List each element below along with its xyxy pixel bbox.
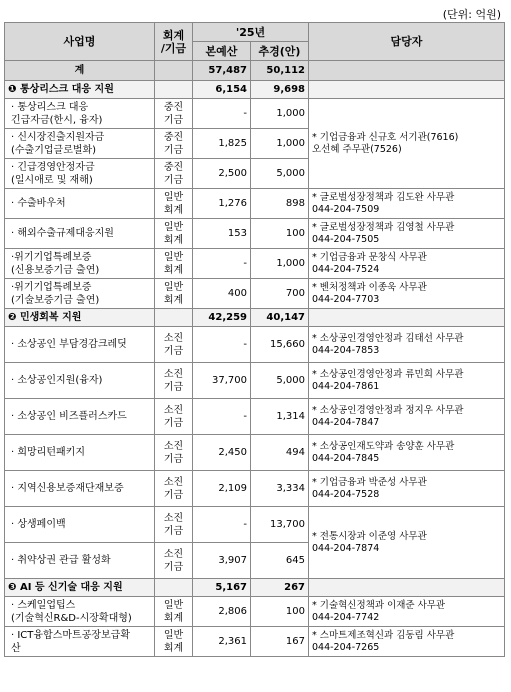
table-row (5, 327, 505, 363)
header-project: 사업명 (5, 23, 155, 61)
row-contact: * 스마트제조혁신과 김동림 사무관 044-204-7265 (309, 627, 505, 657)
table-row (5, 279, 505, 309)
section-title: ❶ 통상리스크 대응 지원 (5, 81, 155, 99)
row-budget: 2,361 (193, 627, 251, 657)
row-account: 중진 기금 (155, 99, 193, 129)
row-name: · ICT융합스마트공장보급확 산 (5, 627, 155, 657)
table-row (5, 249, 505, 279)
row-name: · 소상공인지원(융자) (5, 363, 155, 399)
row-supp: 5,000 (251, 159, 309, 189)
row-supp: 15,660 (251, 327, 309, 363)
table-row (5, 435, 505, 471)
row-supp: 898 (251, 189, 309, 219)
row-budget: 37,700 (193, 363, 251, 399)
row-budget: 153 (193, 219, 251, 249)
row-name: · 수출바우처 (5, 189, 155, 219)
row-budget: 1,276 (193, 189, 251, 219)
table-row (5, 363, 505, 399)
table-row (5, 627, 505, 657)
row-contact: * 기업금융과 문창식 사무관 044-204-7524 (309, 249, 505, 279)
header-budget: 본예산 (193, 42, 251, 61)
row-account: 일반 회계 (155, 627, 193, 657)
row-contact: * 소상공인경영안정과 정지우 사무관 044-204-7847 (309, 399, 505, 435)
table-row (5, 189, 505, 219)
table-row (5, 471, 505, 507)
row-supp: 1,000 (251, 99, 309, 129)
row-budget: - (193, 249, 251, 279)
row-account: 소진 기금 (155, 435, 193, 471)
row-account: 일반 회계 (155, 249, 193, 279)
row-supp: 5,000 (251, 363, 309, 399)
header-manager: 담당자 (309, 23, 505, 61)
row-name: · 스케일업팁스 (기술혁신R&D-시장확대형) (5, 597, 155, 627)
section-supp: 9,698 (251, 81, 309, 99)
row-supp: 700 (251, 279, 309, 309)
row-budget: - (193, 399, 251, 435)
row-budget: 400 (193, 279, 251, 309)
row-supp: 167 (251, 627, 309, 657)
row-account: 중진 기금 (155, 129, 193, 159)
row-budget: - (193, 99, 251, 129)
row-name: · 지역신용보증재단재보증 (5, 471, 155, 507)
row-contact: * 글로벌성장정책과 김영철 사무관 044-204-7505 (309, 219, 505, 249)
row-account: 소진 기금 (155, 327, 193, 363)
row-name: · 소상공인 비즈플러스카드 (5, 399, 155, 435)
table-row (5, 219, 505, 249)
row-supp: 13,700 (251, 507, 309, 543)
row-supp: 645 (251, 543, 309, 579)
unit-label: (단위: 억원) (442, 8, 501, 21)
row-account: 일반 회계 (155, 279, 193, 309)
section-budget: 6,154 (193, 81, 251, 99)
total-budget: 57,487 (193, 61, 251, 81)
row-supp: 1,314 (251, 399, 309, 435)
row-account: 일반 회계 (155, 597, 193, 627)
row-account: 소진 기금 (155, 471, 193, 507)
row-supp: 3,334 (251, 471, 309, 507)
section-title: ❸ AI 등 신기술 대응 지원 (5, 579, 155, 597)
row-name: ·위기기업특례보증 (신용보증기금 출연) (5, 249, 155, 279)
row-name: · 희망리턴패키지 (5, 435, 155, 471)
row-contact: * 기술혁신정책과 이재준 사무관 044-204-7742 (309, 597, 505, 627)
section-budget: 42,259 (193, 309, 251, 327)
row-account: 일반 회계 (155, 189, 193, 219)
row-account: 일반 회계 (155, 219, 193, 249)
header-year: '25년 (193, 23, 309, 42)
row-name: · 소상공인 부담경감크레딧 (5, 327, 155, 363)
row-contact: * 기업금융과 박준성 사무관 044-204-7528 (309, 471, 505, 507)
row-contact: * 소상공인경영안정과 류민희 사무관 044-204-7861 (309, 363, 505, 399)
table-row (5, 99, 505, 129)
row-budget: 2,500 (193, 159, 251, 189)
row-contact: * 전통시장과 이준영 사무관 044-204-7874 (309, 507, 505, 579)
row-account: 중진 기금 (155, 159, 193, 189)
row-name: · 해외수출규제대응지원 (5, 219, 155, 249)
row-name: · 긴급경영안정자금 (일시애로 및 재해) (5, 159, 155, 189)
row-supp: 494 (251, 435, 309, 471)
row-contact: * 벤처정책과 이종욱 사무관 044-204-7703 (309, 279, 505, 309)
section-supp: 40,147 (251, 309, 309, 327)
row-budget: - (193, 507, 251, 543)
total-account (155, 61, 193, 81)
section-title: ❷ 민생회복 지원 (5, 309, 155, 327)
section-budget: 5,167 (193, 579, 251, 597)
table-row (5, 597, 505, 627)
row-name: · 취약상권 관급 활성화 (5, 543, 155, 579)
row-account: 소진 기금 (155, 363, 193, 399)
section-supp: 267 (251, 579, 309, 597)
row-budget: - (193, 327, 251, 363)
row-budget: 2,109 (193, 471, 251, 507)
row-supp: 100 (251, 597, 309, 627)
total-label: 계 (5, 61, 155, 81)
row-contact: * 글로벌성장정책과 김도완 사무관 044-204-7509 (309, 189, 505, 219)
row-budget: 3,907 (193, 543, 251, 579)
row-account: 소진 기금 (155, 507, 193, 543)
row-budget: 2,450 (193, 435, 251, 471)
row-account: 소진 기금 (155, 543, 193, 579)
row-account: 소진 기금 (155, 399, 193, 435)
row-budget: 2,806 (193, 597, 251, 627)
row-supp: 100 (251, 219, 309, 249)
row-name: · 상생페이백 (5, 507, 155, 543)
table-row (5, 399, 505, 435)
row-name: · 신시장진출지원자금 (수출기업글로벌화) (5, 129, 155, 159)
header-supp: 추경(안) (251, 42, 309, 61)
table-row (5, 507, 505, 543)
budget-table (4, 22, 505, 657)
header-account: 회계 /기금 (155, 23, 193, 61)
row-contact: * 소상공인경영안정과 김태선 사무관 044-204-7853 (309, 327, 505, 363)
row-supp: 1,000 (251, 129, 309, 159)
row-name: ·위기기업특례보증 (기술보증기금 출연) (5, 279, 155, 309)
row-contact: * 소상공인재도약과 송양훈 사무관 044-204-7845 (309, 435, 505, 471)
total-supp: 50,112 (251, 61, 309, 81)
row-contact: * 기업금융과 신규호 서기관(7616) 오선혜 주무관(7526) (309, 99, 505, 189)
row-supp: 1,000 (251, 249, 309, 279)
row-name: · 통상리스크 대응 긴급자금(한시, 융자) (5, 99, 155, 129)
row-budget: 1,825 (193, 129, 251, 159)
total-manager (309, 61, 505, 81)
